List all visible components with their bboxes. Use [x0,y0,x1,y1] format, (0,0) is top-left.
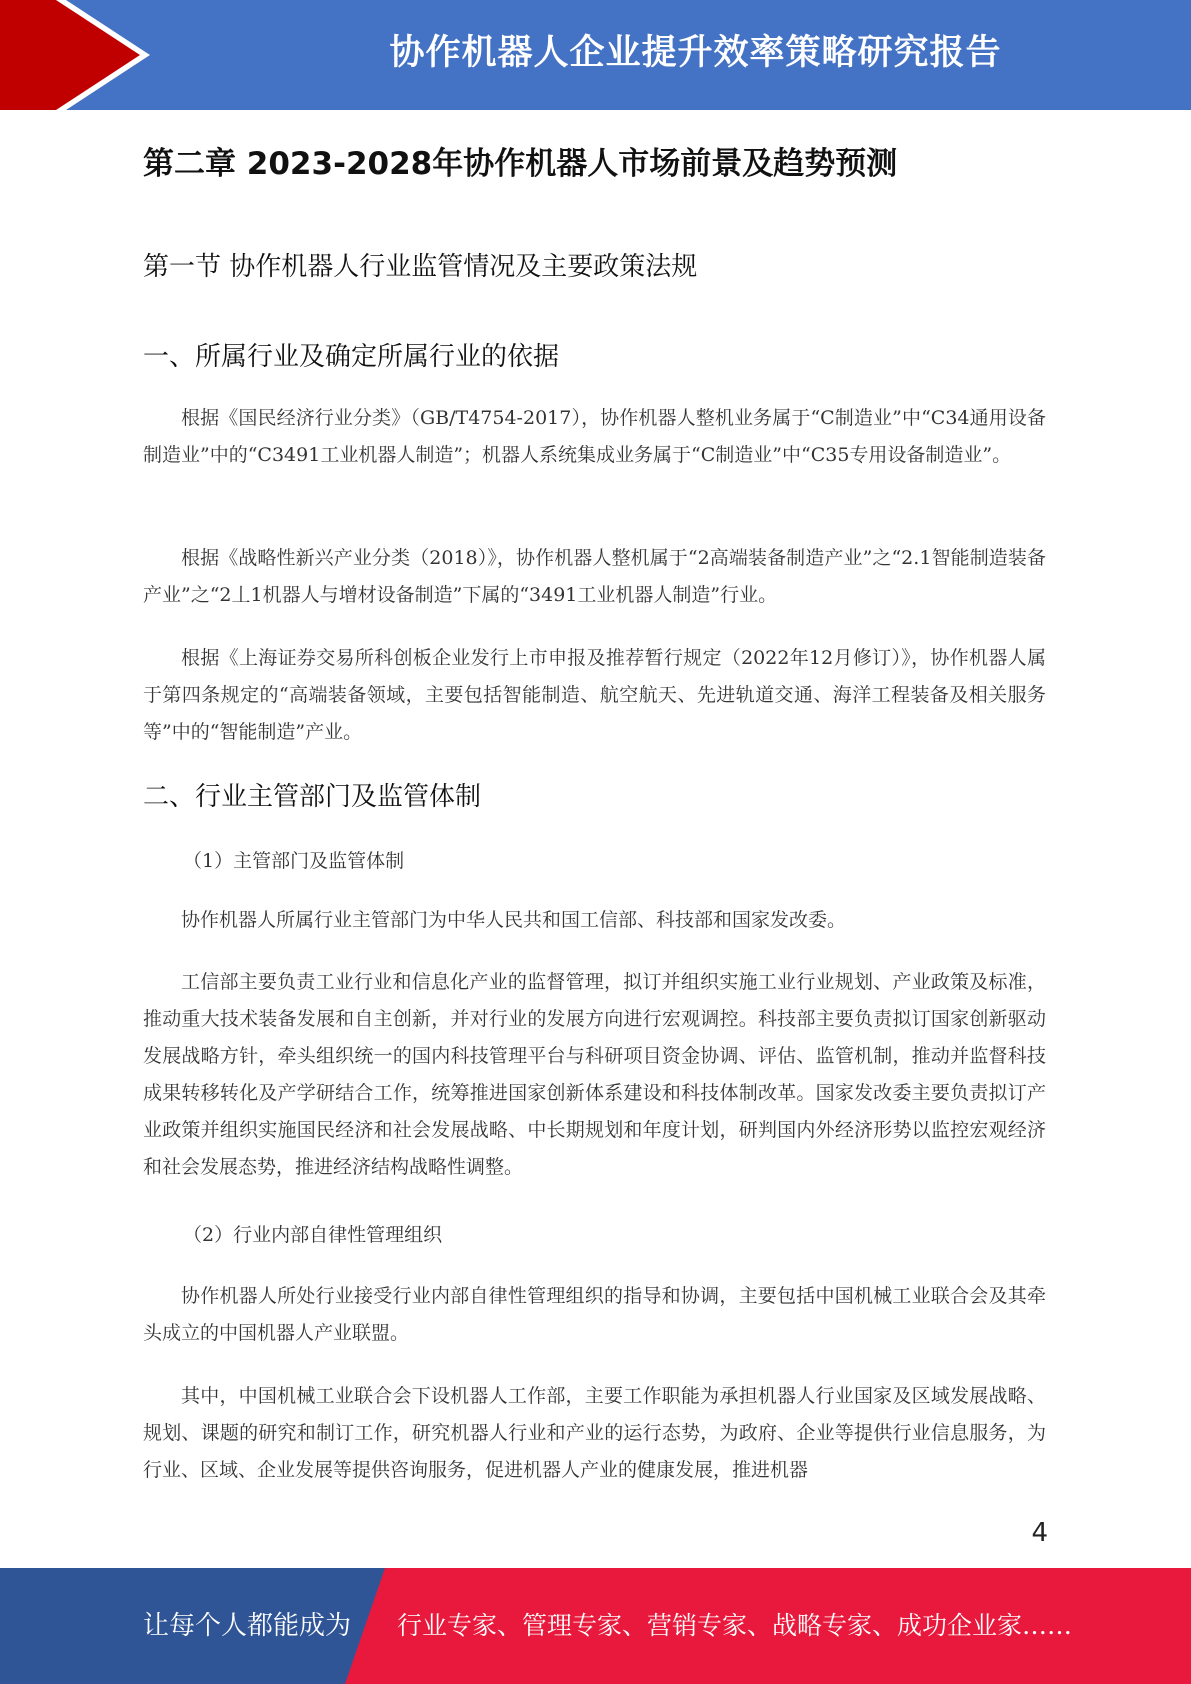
part2-subheading-1: （1）主管部门及监管体制 [183,850,405,872]
part1-heading: 一、所属行业及确定所属行业的依据 [143,342,560,372]
part2-subheading-2: （2）行业内部自律性管理组织 [183,1224,443,1246]
page-header [0,0,1191,110]
part2-paragraph-2: 工信部主要负责工业行业和信息化产业的监督管理，拟订并组织实施工业行业规划、产业政策及标准，推动重大技术装备发展和自主创新，并对行业的发展方向进行宏观调控。科技部主要负责拟订国家创新驱动发展战略方针，牵头组织统一的国内科技管理平台与科研项目资金协调、评估、监管机制，推动并监督科技成果转移转化及产学研结合工作，统筹推进国家创新体系建设和科技体制改革。国家发改委主要负责拟订产业政策并组织实施国民经济和社会发展战略、中长期规划和年度计划，研判国内外经济形势以监控宏观经济和社会发展态势，推进经济结构战略性调整。 [143,971,1046,1178]
chapter-title: 第二章 2023-2028年协作机器人市场前景及趋势预测 [143,146,898,182]
section-title: 第一节 协作机器人行业监管情况及主要政策法规 [143,252,698,282]
part1-paragraph-3: 根据《上海证券交易所科创板企业发行上市申报及推荐暂行规定（2022年12月修订）》，协作机器人属于第四条规定的“高端装备领域，主要包括智能制造、航空航天、先进轨道交通、海洋工程装备及相关服务等”中的“智能制造”产业。 [143,647,1046,743]
report-title: 协作机器人企业提升效率策略研究报告 [389,33,1002,73]
part1-paragraph-2: 根据《战略性新兴产业分类（2018）》，协作机器人整机属于“2高端装备制造产业”之“2.1智能制造装备产业”之“2丄1机器人与增材设备制造”下属的“3491工业机器人制造”行业。 [143,547,1046,606]
page-number: 4 [1031,1518,1048,1548]
page-footer [0,1568,1191,1684]
part2-paragraph-1: 协作机器人所属行业主管部门为中华人民共和国工信部、科技部和国家发改委。 [181,909,847,931]
footer-slogan-right: 行业专家、管理专家、营销专家、战略专家、成功企业家…… [397,1611,1073,1640]
part2-heading: 二、行业主管部门及监管体制 [143,782,482,812]
part1-paragraph-1: 根据《国民经济行业分类》（GB/T4754-2017），协作机器人整机业务属于“C制造业”中“C34通用设备制造业”中的“C3491工业机器人制造”；机器人系统集成业务属于“C制造业”中“C35专用设备制造业”。 [143,407,1046,466]
part2-paragraph-4: 其中，中国机械工业联合会下设机器人工作部，主要工作职能为承担机器人行业国家及区域发展战略、规划、课题的研究和制订工作，研究机器人行业和产业的运行态势，为政府、企业等提供行业信息服务，为行业、区域、企业发展等提供咨询服务，促进机器人产业的健康发展，推进机器 [143,1385,1046,1481]
part2-paragraph-3: 协作机器人所处行业接受行业内部自律性管理组织的指导和协调，主要包括中国机械工业联合会及其牵头成立的中国机器人产业联盟。 [143,1285,1046,1344]
footer-slogan-left: 让每个人都能成为 [143,1611,352,1641]
